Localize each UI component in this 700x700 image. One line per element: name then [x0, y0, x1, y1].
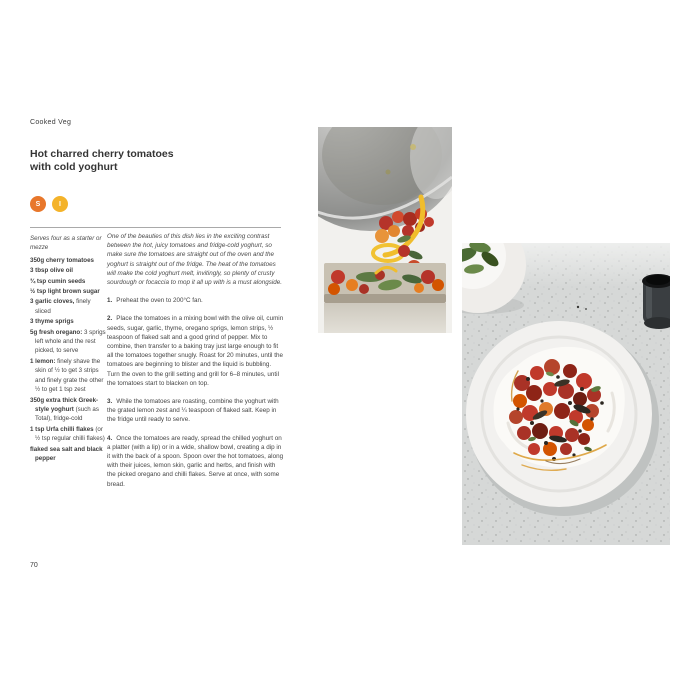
method-step: 1. Preheat the oven to 200°C fan. — [107, 297, 203, 305]
recipe-title — [30, 148, 174, 174]
method-step: 4. Once the tomatoes are ready, spread the chilled yoghurt on a platter (with a lip) or in a wide, shallow bowl, creating a dip in it with the back of a spoon. Spoon over the hot tomatoes, along with their juices, lemon skin, garlic and herbs, and finish with the picked oregano and chilli flakes. Serve at once, with some bread. — [107, 434, 284, 488]
ingredient-item: 3 garlic cloves, finely sliced — [30, 298, 91, 315]
ingredients-column — [30, 234, 108, 464]
ingredient-item: 5g fresh oregano: 3 sprigs left whole and the rest picked, to serve — [30, 328, 106, 355]
recipe-badge-icon: S — [30, 196, 46, 212]
ingredient-item: ¾ tsp cumin seeds — [30, 277, 86, 285]
recipe-badge-icon: I — [52, 196, 68, 212]
ingredient-item: ½ tsp light brown sugar — [30, 288, 100, 296]
ingredient-item: 3 thyme sprigs — [30, 318, 74, 326]
ingredient-item: 1 tsp Urfa chilli flakes (or ½ tsp regular chilli flakes) — [30, 425, 105, 443]
page-number: 70 — [30, 562, 38, 569]
recipe-title-line2: with cold yoghurt — [30, 161, 118, 173]
method-step: 2. Place the tomatoes in a mixing bowl with the olive oil, cumin seeds, sugar, garlic, thyme, oregano sprigs, lemon strips, ½ teaspoon of flaked salt and a good grind of pepper. Mix to combine, then transfer to a baking tray just large enough to fit all the tomatoes together snugly. Roast for 20 minutes, until the tomatoes are beginning to blister and the liquid is bubbling. Turn the oven to the grill setting and grill for 6–8 minutes, until the tomatoes start to blacken on top. — [107, 315, 284, 387]
recipe-intro: One of the beauties of this dish lies in the exciting contrast between the hot, juicy tomatoes and fridge-cold yoghurt, so make sure the tomatoes are straight out of the oven and the yoghurt is straight out of the fridge. The heat of the tomatoes will make the cold yoghurt melt, invitingly, so plenty of crusty sourdough or focaccia to mop it all up with is a must alongside. — [107, 233, 283, 287]
section-label: Cooked Veg — [30, 119, 72, 126]
recipe-badges — [30, 196, 68, 212]
ingredient-item: 1 lemon: finely shave the skin of ½ to get 3 strips and finely grate the other ½ to get 1 tsp zest — [30, 357, 104, 394]
ingredient-item: 350g cherry tomatoes — [30, 256, 94, 264]
photo-plated-dish — [462, 243, 670, 545]
ingredient-item: 350g extra thick Greek-style yoghurt (such as Total), fridge-cold — [30, 396, 99, 423]
method-column — [107, 232, 284, 498]
column-divider-rule — [30, 227, 281, 228]
ingredient-item: 3 tbsp olive oil — [30, 267, 73, 275]
method-steps — [107, 296, 284, 489]
ingredient-item: flaked sea salt and black pepper — [30, 445, 103, 462]
photo-tomatoes-pouring — [318, 127, 452, 333]
ingredients-list — [30, 256, 108, 464]
serves-note: Serves four as a starter or mezze — [30, 235, 102, 252]
recipe-title-line1: Hot charred cherry tomatoes — [30, 148, 174, 160]
method-step: 3. While the tomatoes are roasting, combine the yoghurt with the grated lemon zest and ¼ teaspoon of flaked salt. Keep in the fridge until ready to serve. — [107, 398, 279, 424]
